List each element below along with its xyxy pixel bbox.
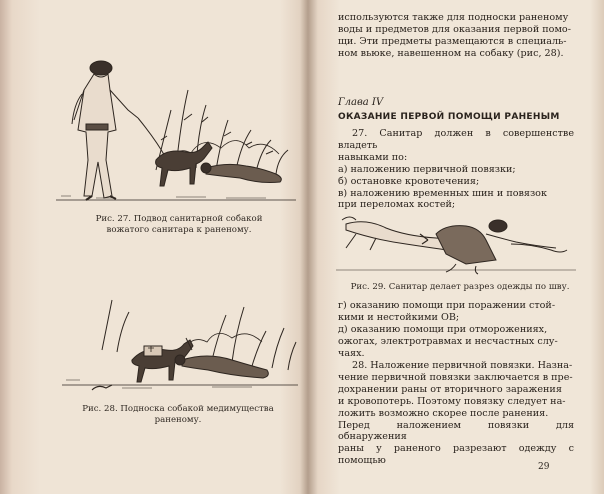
dog-carrying-supplies-icon — [62, 290, 298, 400]
text-line: навыками по: — [338, 151, 408, 163]
soldier-with-dog-icon — [56, 50, 296, 210]
text-line: используются также для подноски раненому — [338, 12, 569, 23]
right-page — [316, 0, 596, 494]
text-line: ложить возможно скорее после ранения. — [338, 407, 549, 419]
text-line: кими и нестойкими ОВ; — [338, 311, 460, 323]
text-line: 27. Санитар должен в совершенстве владеть — [338, 128, 574, 151]
figure-29-caption: Рис. 29. Санитар делает разрез одежды по шву. — [350, 282, 570, 292]
paragraph-28 — [338, 360, 574, 467]
text-line: а) наложению первичной повязки; — [338, 163, 516, 175]
list-continuation — [338, 300, 574, 360]
text-line: дохранении раны от вторичного заражения — [338, 383, 562, 395]
medic-cutting-clothing-icon — [336, 204, 576, 276]
section-heading: ОКАЗАНИЕ ПЕРВОЙ ПОМОЩИ РАНЕНЫМ — [338, 112, 560, 122]
text-line: ном вьюке, навешенном на собаку (рис, 28). — [338, 47, 564, 59]
figure-27 — [56, 50, 296, 210]
intro-paragraph — [338, 12, 574, 60]
text-line: д) оказанию помощи при отморожениях, — [338, 323, 548, 335]
text-line: воды и предметов для оказания первой помо- — [338, 23, 571, 35]
heading-block — [338, 112, 574, 124]
text-line: и кровопотерь. Поэтому повязку следует на- — [338, 395, 566, 407]
left-page — [14, 0, 304, 494]
text-line: Перед наложением повязки для обнаружения — [338, 419, 574, 443]
chapter-block — [338, 97, 574, 109]
text-line: щи. Эти предметы размещаются в специаль- — [338, 35, 567, 47]
text-line: раны у раненого разрезают одежду с помощью — [338, 443, 574, 467]
paragraph-27 — [338, 128, 574, 211]
text-line: чение первичной повязки заключается в пре- — [338, 371, 573, 383]
text-line: г) оказанию помощи при поражении стой- — [338, 300, 556, 311]
figure-28 — [62, 290, 298, 400]
text-line: ожогах, электротравмах и несчастных слу- — [338, 335, 558, 347]
text-line: при переломах костей; — [338, 199, 456, 211]
text-line: 28. Наложение первичной повязки. Назна- — [352, 360, 573, 371]
chapter-title: Глава IV — [338, 97, 384, 108]
text-line: чаях. — [338, 347, 365, 359]
figure-29 — [336, 204, 576, 276]
figure-27-caption: Рис. 27. Подвод санитарной собакой вожатого санитара к раненому. — [95, 214, 263, 235]
page-number: 29 — [538, 462, 550, 472]
text-line: б) остановке кровотечения; — [338, 175, 480, 187]
figure-28-caption: Рис. 28. Подноска собакой медимущества раненому. — [82, 404, 274, 425]
text-line: в) наложению временных шин и повязок — [338, 187, 547, 199]
